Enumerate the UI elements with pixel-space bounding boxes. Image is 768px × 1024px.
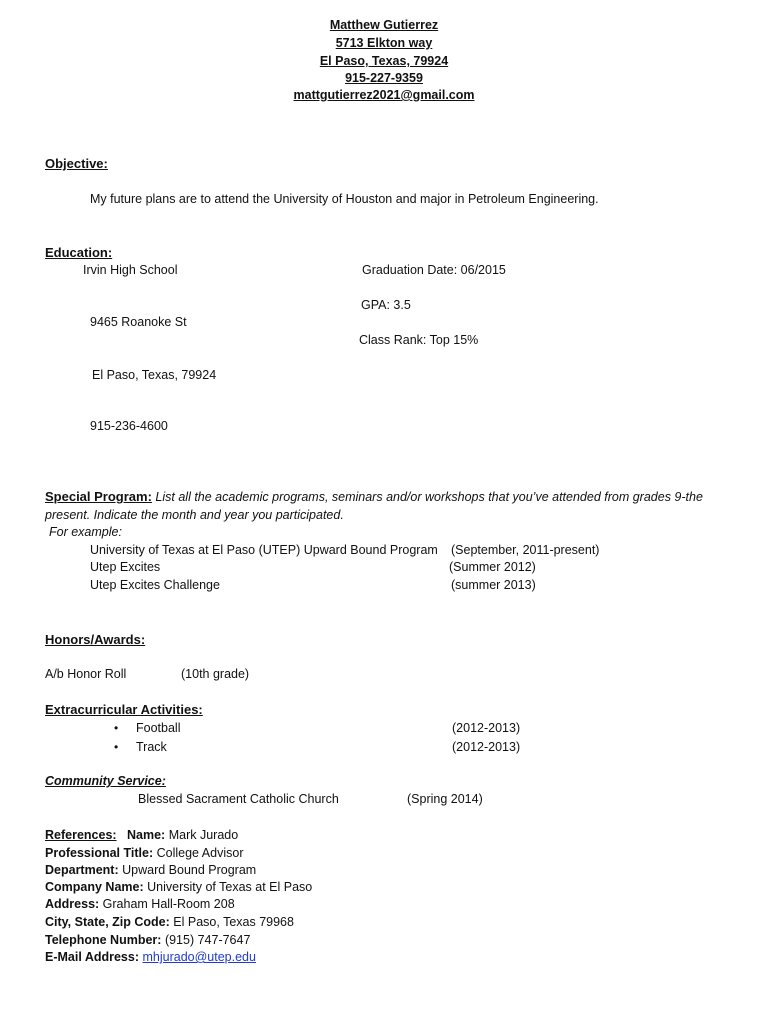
- service-name: Blessed Sacrament Catholic Church: [138, 792, 339, 806]
- community-heading: Community Service:: [45, 774, 166, 788]
- activity-name: Track: [136, 740, 167, 754]
- program-name: Utep Excites: [90, 560, 161, 574]
- reference-name-label: Name:: [127, 828, 166, 842]
- reference-address: Graham Hall-Room 208: [102, 897, 235, 911]
- school-street: 9465 Roanoke St: [90, 315, 187, 329]
- honors-heading: Honors/Awards:: [45, 632, 146, 647]
- reference-name: Mark Jurado: [168, 828, 239, 842]
- applicant-email: mattgutierrez2021@gmail.com: [293, 88, 475, 102]
- honor-name: A/b Honor Roll: [45, 667, 127, 681]
- reference-company: University of Texas at El Paso: [147, 880, 313, 894]
- program-date: (Summer 2012): [449, 560, 536, 574]
- reference-email-link[interactable]: mhjurado@utep.edu: [142, 950, 256, 964]
- program-date: (summer 2013): [451, 578, 536, 592]
- reference-name-line: [45, 827, 238, 843]
- reference-phone-line: [45, 932, 250, 948]
- extracurricular-heading: Extracurricular Activities:: [45, 702, 203, 717]
- honor-detail: (10th grade): [181, 667, 250, 681]
- special-program-instruction: List all the academic programs, seminars and/or workshops that you’ve attended from grades 9-the: [155, 490, 703, 504]
- gpa: GPA: 3.5: [361, 298, 411, 312]
- program-date: (September, 2011-present): [451, 543, 600, 557]
- reference-city-line: [45, 914, 294, 930]
- applicant-phone: 915-227-9359: [345, 71, 423, 85]
- program-name: University of Texas at El Paso (UTEP) Upward Bound Program: [90, 543, 438, 557]
- special-program-heading: Special Program:: [45, 489, 152, 504]
- applicant-city: El Paso, Texas, 79924: [319, 54, 449, 68]
- activity-date: (2012-2013): [452, 740, 521, 754]
- bullet-icon: •: [114, 740, 119, 754]
- reference-phone: (915) 747-7647: [164, 933, 251, 947]
- reference-title-label: Professional Title:: [45, 846, 154, 860]
- reference-address-line: [45, 896, 235, 912]
- service-date: (Spring 2014): [407, 792, 483, 806]
- education-heading: Education:: [45, 245, 113, 260]
- example-label: For example:: [49, 525, 122, 539]
- reference-address-label: Address:: [45, 897, 100, 911]
- reference-dept-label: Department:: [45, 863, 119, 877]
- reference-title-line: [45, 845, 243, 861]
- graduation-date: Graduation Date: 06/2015: [362, 263, 506, 277]
- applicant-name: Matthew Gutierrez: [329, 18, 439, 32]
- reference-email-label: E-Mail Address:: [45, 950, 140, 964]
- reference-city-label: City, State, Zip Code:: [45, 915, 170, 929]
- reference-email-line: [45, 949, 256, 965]
- school-phone: 915-236-4600: [90, 419, 168, 433]
- reference-company-label: Company Name:: [45, 880, 144, 894]
- applicant-street: 5713 Elkton way: [335, 36, 433, 50]
- activity-name: Football: [136, 721, 181, 735]
- school-name: Irvin High School: [83, 263, 178, 277]
- objective-heading: Objective:: [45, 156, 108, 171]
- bullet-icon: •: [114, 721, 119, 735]
- activity-date: (2012-2013): [452, 721, 521, 735]
- reference-dept-line: [45, 862, 256, 878]
- program-name: Utep Excites Challenge: [90, 578, 220, 592]
- special-program-line-1: [45, 489, 703, 505]
- reference-company-line: [45, 879, 312, 895]
- reference-dept: Upward Bound Program: [122, 863, 257, 877]
- objective-text: My future plans are to attend the University of Houston and major in Petroleum Engineering.: [90, 192, 599, 206]
- reference-city: El Paso, Texas 79968: [173, 915, 294, 929]
- reference-title: College Advisor: [156, 846, 244, 860]
- reference-phone-label: Telephone Number:: [45, 933, 162, 947]
- school-city: El Paso, Texas, 79924: [92, 368, 217, 382]
- special-program-instruction-cont: present. Indicate the month and year you participated.: [45, 508, 344, 522]
- class-rank: Class Rank: Top 15%: [359, 333, 479, 347]
- references-heading: References:: [45, 828, 117, 842]
